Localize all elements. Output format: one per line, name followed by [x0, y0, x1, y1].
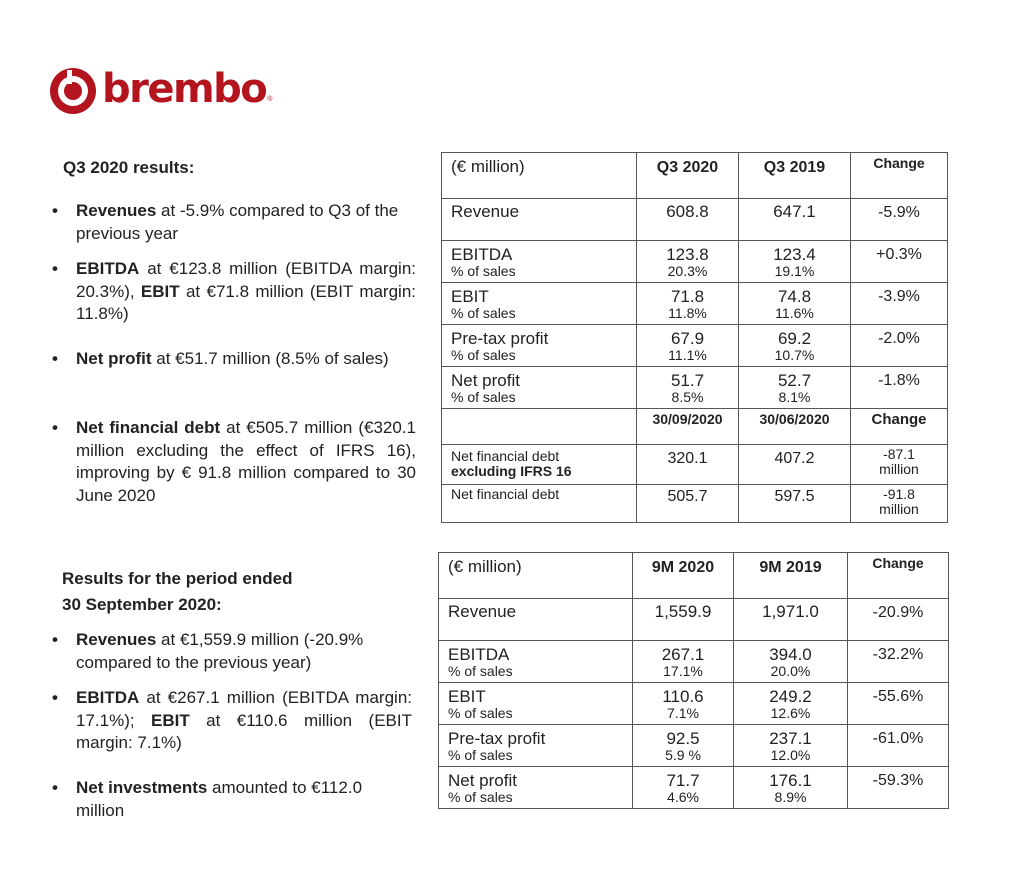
table-cell: 394.0 20.0%	[734, 641, 848, 683]
column-header: Change	[851, 409, 948, 445]
table-cell: 51.7 8.5%	[637, 367, 739, 409]
column-header: 30/09/2020	[637, 409, 739, 445]
brembo-logo	[48, 66, 272, 116]
table-cell: 267.1 17.1%	[633, 641, 734, 683]
table-cell: 176.1 8.9%	[734, 767, 848, 809]
row-label: EBITDA % of sales	[442, 241, 637, 283]
column-header: 9M 2020	[633, 553, 734, 599]
q3-results-table	[441, 152, 948, 523]
row-label: Pre-tax profit % of sales	[439, 725, 633, 767]
table-cell: -55.6%	[848, 683, 949, 725]
column-header: Change	[851, 153, 948, 199]
row-label: Revenue	[442, 199, 637, 241]
brembo-disc-icon	[48, 66, 98, 116]
table-cell: 647.1	[739, 199, 851, 241]
table-cell: -5.9%	[851, 199, 948, 241]
table-row	[442, 241, 948, 283]
table-row	[442, 485, 948, 523]
list-item: • EBITDA at €267.1 million (EBITDA margin: 17.1%); EBIT at €110.6 million (EBIT margin: 7.1%)	[50, 687, 412, 755]
column-header: 30/06/2020	[739, 409, 851, 445]
column-header: Q3 2020	[637, 153, 739, 199]
table-row	[439, 641, 949, 683]
nine-m-summary-list	[50, 629, 412, 829]
table-cell: -59.3%	[848, 767, 949, 809]
table-cell: -61.0%	[848, 725, 949, 767]
table-row	[442, 283, 948, 325]
column-header: Change	[848, 553, 949, 599]
column-header: 9M 2019	[734, 553, 848, 599]
q3-summary-title: Q3 2020 results:	[63, 158, 195, 177]
table-cell: -91.8 million	[851, 485, 948, 523]
list-item: • EBITDA at €123.8 million (EBITDA margin: 20.3%), EBIT at €71.8 million (EBIT margin: 11.8%)	[50, 258, 416, 326]
table-cell: -2.0%	[851, 325, 948, 367]
table-cell: 505.7	[637, 485, 739, 523]
table-row	[439, 725, 949, 767]
empty-cell	[442, 409, 637, 445]
nine-m-results-table	[438, 552, 949, 809]
list-item: • Net investments amounted to €112.0 million	[50, 777, 412, 822]
table-cell: -1.8%	[851, 367, 948, 409]
table-cell: 608.8	[637, 199, 739, 241]
table-cell: 71.8 11.8%	[637, 283, 739, 325]
table-cell: -32.2%	[848, 641, 949, 683]
list-item: • Revenues at €1,559.9 million (-20.9% compared to the previous year)	[50, 629, 412, 674]
row-label: Net financial debt	[442, 485, 637, 523]
table-header-row	[439, 553, 949, 599]
brand-wordmark: brembo	[102, 66, 267, 112]
table-cell: 123.8 20.3%	[637, 241, 739, 283]
table-cell: 320.1	[637, 445, 739, 485]
table-cell: 92.5 5.9 %	[633, 725, 734, 767]
nine-m-summary-title: Results for the period ended 30 September 2020:	[62, 569, 293, 614]
table-cell: 237.1 12.0%	[734, 725, 848, 767]
table-cell: 597.5	[739, 485, 851, 523]
table-cell: 67.9 11.1%	[637, 325, 739, 367]
row-label: Net profit % of sales	[439, 767, 633, 809]
column-header: (€ million)	[442, 153, 637, 199]
table-cell: -87.1 million	[851, 445, 948, 485]
table-cell: 123.4 19.1%	[739, 241, 851, 283]
q3-summary-list	[50, 200, 416, 520]
table-cell: 1,971.0	[734, 599, 848, 641]
row-label: EBIT % of sales	[439, 683, 633, 725]
table-cell: +0.3%	[851, 241, 948, 283]
column-header: Q3 2019	[739, 153, 851, 199]
table-cell: 69.2 10.7%	[739, 325, 851, 367]
table-row	[442, 325, 948, 367]
row-label: Net financial debt excluding IFRS 16	[442, 445, 637, 485]
list-item: • Net profit at €51.7 million (8.5% of sales)	[50, 348, 416, 371]
column-header: (€ million)	[439, 553, 633, 599]
table-cell: -20.9%	[848, 599, 949, 641]
list-item: • Net financial debt at €505.7 million (€320.1 million excluding the effect of IFRS 16), improving by € 91.8 million compared to 30 June 2020	[50, 417, 416, 507]
list-item: • Revenues at -5.9% compared to Q3 of the previous year	[50, 200, 416, 245]
row-label: Revenue	[439, 599, 633, 641]
table-cell: 71.7 4.6%	[633, 767, 734, 809]
table-cell: 249.2 12.6%	[734, 683, 848, 725]
table-row	[439, 599, 949, 641]
table-row	[442, 199, 948, 241]
table-row	[439, 683, 949, 725]
table-cell: 110.6 7.1%	[633, 683, 734, 725]
table-cell: -3.9%	[851, 283, 948, 325]
table-cell: 52.7 8.1%	[739, 367, 851, 409]
row-label: Net profit % of sales	[442, 367, 637, 409]
table-header-row	[442, 153, 948, 199]
row-label: EBIT % of sales	[442, 283, 637, 325]
row-label: EBITDA % of sales	[439, 641, 633, 683]
table-cell: 1,559.9	[633, 599, 734, 641]
table-cell: 407.2	[739, 445, 851, 485]
registered-mark: ®	[267, 95, 273, 103]
row-label: Pre-tax profit % of sales	[442, 325, 637, 367]
table-row	[439, 767, 949, 809]
table-row	[442, 367, 948, 409]
table-row	[442, 445, 948, 485]
date-header-row	[442, 409, 948, 445]
table-cell: 74.8 11.6%	[739, 283, 851, 325]
